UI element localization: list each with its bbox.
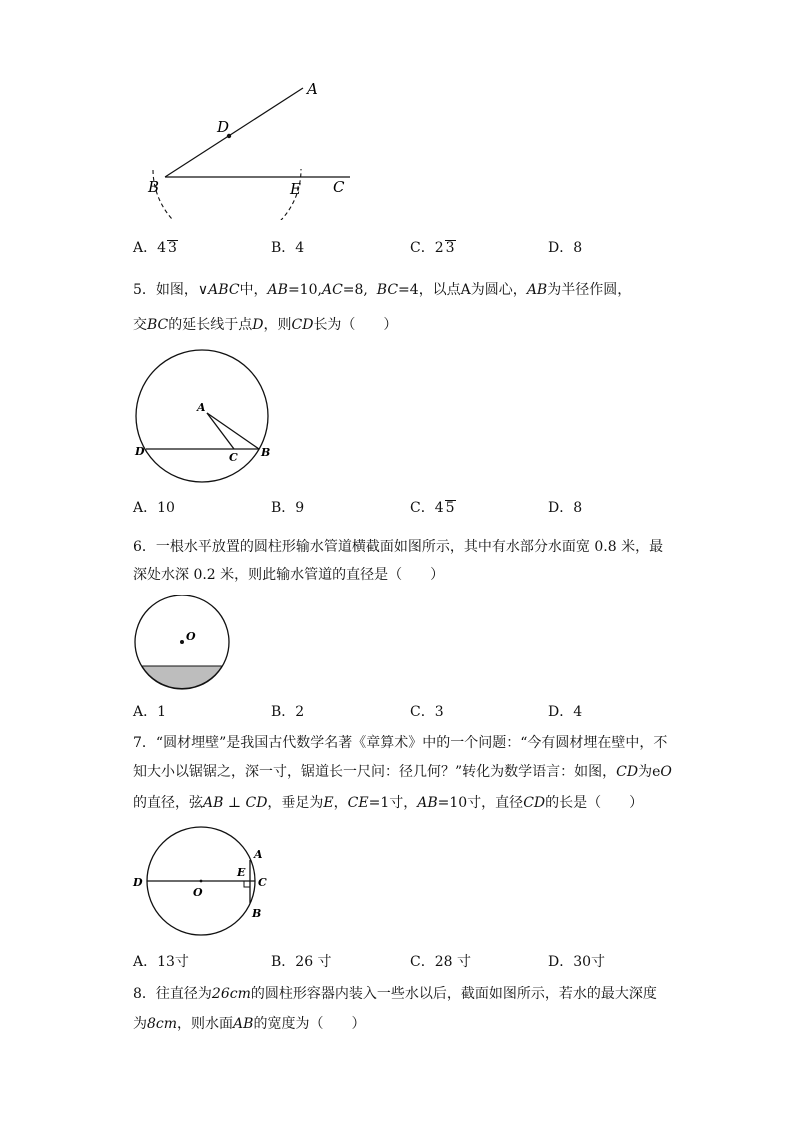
right-angle-mark xyxy=(244,881,250,887)
label-a: A xyxy=(254,848,263,861)
q4-option-c[interactable]: C．2 3 xyxy=(410,240,455,256)
q5-text-line1: 5．如图，∨ABC中，AB=10,AC=8, BC=4，以点A为圆心，AB为半径作圆， xyxy=(133,282,632,298)
label-b: B xyxy=(261,446,271,459)
figure-q7 xyxy=(130,825,280,940)
center-o xyxy=(200,880,203,883)
q4-options xyxy=(133,237,693,257)
q8-text-line1: 8．往直径为26cm的圆柱形容器内装入一些水以后，截面如图所示，若水的最大深度 xyxy=(133,986,657,1002)
q4-option-d[interactable]: D．8 xyxy=(548,240,583,256)
label-a: A xyxy=(197,401,206,414)
q6-option-d[interactable]: D．4 xyxy=(548,704,583,720)
label-o: O xyxy=(186,630,196,643)
water-region xyxy=(142,666,222,688)
q6-options xyxy=(133,701,693,721)
label-o: O xyxy=(193,886,203,899)
label-e: E xyxy=(290,180,301,198)
ray-ba xyxy=(165,88,303,177)
q5-option-c[interactable]: C．4 5 xyxy=(410,500,455,516)
q8-text-line2: 为8cm，则水面AB的宽度为（ ） xyxy=(133,1016,366,1032)
q7-options xyxy=(133,951,693,971)
q6-option-c[interactable]: C．3 xyxy=(410,704,444,720)
label-d: D xyxy=(217,118,230,136)
q7-text-line1: 7．“圆材埋壁”是我国古代数学名著《章算术》中的一个问题：“今有圆材埋在壁中，不 xyxy=(133,735,668,751)
q7-text-line3: 的直径，弦AB ⊥ CD，垂足为E，CE=1寸，AB=10寸，直径CD的长是（ ） xyxy=(133,795,644,811)
label-a: A xyxy=(307,80,318,98)
segment-ac xyxy=(207,413,234,449)
q6-text-line1: 6．一根水平放置的圆柱形输水管道横截面如图所示，其中有水部分水面宽 0.8 米，最 xyxy=(133,539,664,555)
figure-q6 xyxy=(133,595,233,695)
label-b: B xyxy=(148,178,160,196)
q7-option-c[interactable]: C．28 寸 xyxy=(410,954,471,970)
q4-option-b[interactable]: B．4 xyxy=(271,240,305,256)
segment-ab xyxy=(207,413,259,449)
q5-text-line2: 交BC的延长线于点D，则CD长为（ ） xyxy=(133,317,398,333)
figure-q4 xyxy=(140,75,370,220)
figure-q5 xyxy=(130,345,280,490)
q7-option-b[interactable]: B．26 寸 xyxy=(271,954,332,970)
label-c: C xyxy=(229,451,238,464)
label-c: C xyxy=(258,876,267,889)
q5-option-b[interactable]: B．9 xyxy=(271,500,305,516)
q7-option-d[interactable]: D．30寸 xyxy=(548,954,606,970)
label-d: D xyxy=(135,445,145,458)
q4-option-a[interactable]: A．4 3 xyxy=(133,240,177,256)
q7-text-line2: 知大小以锯锯之，深一寸，锯道长一尺问：径几何？”转化为数学语言：如图，CD为eO xyxy=(133,764,672,780)
q6-text-line2: 深处水深 0.2 米，则此输水管道的直径是（ ） xyxy=(133,567,445,583)
circle-a xyxy=(136,350,271,482)
q5-option-d[interactable]: D．8 xyxy=(548,500,583,516)
label-d: D xyxy=(133,876,143,889)
label-e: E xyxy=(237,866,246,879)
q6-option-a[interactable]: A．1 xyxy=(133,704,167,720)
q5-options xyxy=(133,497,693,517)
label-b: B xyxy=(252,907,262,920)
q7-option-a[interactable]: A．13寸 xyxy=(133,954,189,970)
q6-option-b[interactable]: B．2 xyxy=(271,704,305,720)
label-c: C xyxy=(333,178,345,196)
center-o xyxy=(180,640,184,644)
q5-option-a[interactable]: A．10 xyxy=(133,500,175,516)
